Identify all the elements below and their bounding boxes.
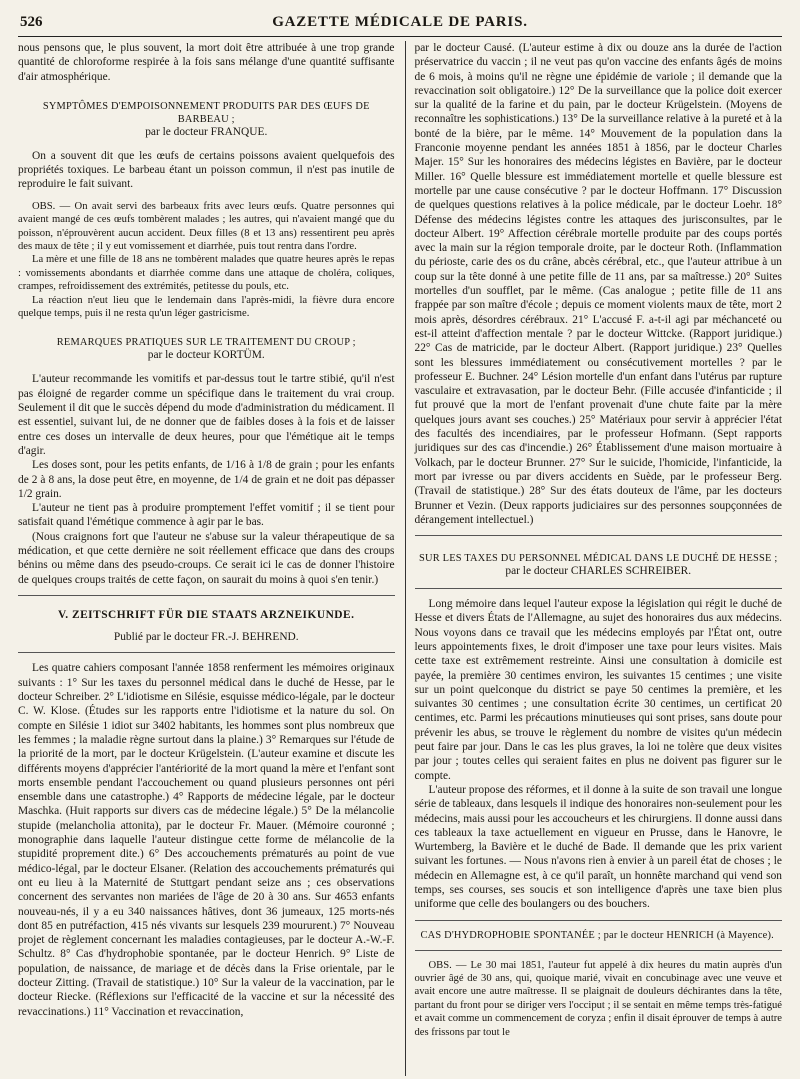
section-divider (18, 595, 395, 596)
section-title: SUR LES TAXES DU PERSONNEL MÉDICAL DANS LE DUCHÉ DE HESSE ; (419, 553, 778, 565)
section-title: CAS D'HYDROPHOBIE SPONTANÉE ; par le docteur HENRICH (à Mayence). (420, 929, 774, 941)
paragraph: Les quatre cahiers composant l'année 1858 renferment les mémoires originaux suivants : 1° Sur les taxes du personnel médical dans le duché de Hesse, par le docteur Schreiber. 2° L'idiotisme en Silésie, esquisse médico-légale, par le docteur C. W. Klose. (Études sur les rapports entre l'idiotisme et la nature du sol. On compte en Silésie 1 idiot sur 3402 habitants, les hommes sont plus nombreux que les femmes ; la maladie règne surtout dans la plaine.) 3° Remarques sur l'étude de la priorité de la mort, par le docteur Krügelstein. (L'auteur examine et discute les différents moyens d'apprécier l'antériorité de la mort quand la mère et l'enfant sont morts ensemble pendant l'accouchement ou quand plusieurs personnes ont péri ensemble dans une catastrophe.) 4° Rapports de médecine légale, par le docteur Maschka. (Huit rapports sur divers cas de médecine légale.) 5° De la mélancolie stupide (melancholia attonita), par le docteur Fr. Mauer. (Mémoire couronné ; monographie dans laquelle l'auteur distingue cette forme de mélancolie de la stupidité proprement dite.) 6° Des accouchements prématurés au point de vue médico-légal, par le docteur Elsaner. (Relation des accouchements prématurés qui ont eu lieu à la Maternité de Stuttgart pendant seize ans ; ces observations concernent des servantes non mariées de l'âge de 20 à 30 ans. Sur 4653 enfants nouveau-nés, il y a eu 340 naissances hâtives, dont 36 jumeaux, 125 morts-nés dont 85 en putréfaction, 415 nés vivants sur lesquels 239 moururent.) 7° Nouveau projet de règlement concernant les maladies contagieuses, par le docteur A.-W.-F. Schultz. 8° Cas d'hydrophobie spontanée, par le docteur Henrich. 9° Liste de population, de naissance, de mariage et de décès dans la Frise orientale, par le docteur Zitting. (Travail de statistique.) 10° Sur la valeur de la vaccination, par le docteur Riecke. (Réflexions sur l'efficacité de la vaccine et sur la nécessité des revaccinations.) 11° Vaccination et revaccination, (18, 662, 395, 1018)
section-heading-croup (18, 336, 395, 362)
page-number: 526 (20, 14, 43, 30)
section-heading-taxes (415, 552, 783, 578)
page-header (18, 6, 782, 37)
section-author: par le docteur KORTÜM. (147, 349, 265, 362)
paragraph: On a souvent dit que les œufs de certains poissons avaient quelquefois des propriétés toxiques. Le barbeau étant un poisson commun, il n'est pas inutile de reproduire le fait suivant. (18, 149, 395, 191)
observation-paragraph: OBS. — Le 30 mai 1851, l'auteur fut appelé à dix heures du matin auprès d'un ouvrier âgé de 30 ans, qui, quoique marié, vivait en concubinage avec une veuve et avait encore une autre maîtresse. Il se plaignait de douleurs déchirantes dans la tête, partant du front pour se diriger vers l'occiput ; il se sentait en même temps très-fatigué et avait comme un commencement de coryza ; enfin il disait éprouver de temps à autre des frissons par tout le (414, 959, 782, 1038)
section-divider (415, 588, 783, 589)
section-author: Publié par le docteur FR.-J. BEHREND. (113, 631, 299, 644)
section-title: REMARQUES PRATIQUES SUR LE TRAITEMENT DU CROUP ; (56, 337, 356, 349)
section-heading-hydrophobie (421, 929, 783, 942)
journal-title: GAZETTE MÉDICALE DE PARIS. (272, 14, 528, 30)
paragraph: (Nous craignons fort que l'auteur ne s'abuse sur la valeur thérapeutique de sa médication, et que cette dernière ne soit réellement efficace que dans des croups bénins ou même dans des pseudo-croups. Ce serait ici le cas de donner l'histoire de quelques croups traités de cette façon, on saurait du moins à quoi s'en tenir.) (18, 530, 395, 586)
paragraph: Long mémoire dans lequel l'auteur expose la législation qui régit le duché de Hesse et divers États de l'Allemagne, au sujet des honoraires dus aux médecins. Nous voyons dans ce travail que les médecins employés par l'État ont, outre leurs appointements fixes, le droit d'imposer une taxe pour leurs visites. Mais cette taxe est extrêmement restreinte. Ainsi une consultation à domicile est payée, la première 30 centimes environ, les suivantes 15 centimes ; une visite sur un point quelconque du district se paye 50 centimes la première, et les suivantes 30 centimes ; une consultation écrite 30 centimes, un certificat 20 centimes, etc. Parmi les précautions minutieuses qui sont prises, sans doute pour prévenir les abus, se trouve le règlement du nombre de visites qu'un médecin peut faire par jour. Dans le cas les plus graves, la loi ne tolère que deux visites par jour ; toutes celles qui seraient faites en plus ne doivent pas figurer sur le compte. (414, 598, 782, 782)
section-title: SYMPTÔMES D'EMPOISONNEMENT PRODUITS PAR DES ŒUFS DE BARBEAU ; (42, 100, 370, 125)
left-column (18, 41, 395, 1076)
section-title: V. ZEITSCHRIFT FÜR DIE STAATS ARZNEIKUNDE. (58, 608, 355, 621)
paragraph: La mère et une fille de 18 ans ne tombèrent malades que quatre heures après le repas : vomissements abondants et diarrhée comme dans une attaque de choléra, coliques, crampes, refroidissement des extrémités, petitesse du pouls, etc. (18, 254, 395, 293)
paragraph: L'auteur propose des réformes, et il donne à la suite de son travail une longue série de tableaux, dans lesquels il indique des honoraires non-seulement pour les médecins, mais aussi pour les accoucheurs et les chirurgiens. Il donne aussi dans ces tableaux la taxe actuellement en vigueur en Prusse, dans le Hanovre, le Wurtemberg, la Bavière et le duché de Bade. Il demande que les prix varient suivant les fortunes. — Nous n'avons rien à envier à un pareil état de choses ; le médecin en Allemagne est, à ce qu'il paraît, un honnête marchand qui vend son temps, ses courses, ses soucis et son intelligence d'après une taxe bien plus uniforme que celle des boulangers ou des bouchers. (414, 783, 782, 911)
continued-paragraph: par le docteur Causé. (L'auteur estime à dix ou douze ans la durée de l'action préservatrice du vaccin ; il ne veut pas qu'on vaccine des enfants âgés de moins de 6 mois, à moins qu'il ne règne une épidémie de variole ; il demande que la revaccination soit obligatoire.) 12° De la surveillance que la police doit exercer sur la qualité de la farine et du pain, par le docteur Krügelstein. (Moyens de reconnaître les sophistications.) 13° De la surveillance relative à la pureté et à la bonté de la bière, par le même. 14° Mouvement de la population dans la Franconie moyenne pendant les années 1851 à 1856, par le docteur Charles Majer. 15° Sur les honoraires des médecins légistes en Bavière, par le docteur Miller. 16° Quelle blessure est immédiatement mortelle et quelle blessure est mortelle par une cause consécutive ? par le docteur Hoffmann. 17° Discussion de quelques questions relatives à la police médicale, par le docteur Loehr. 18° Défense des médecins légistes contre les attaques des jurisconsultes, par le docteur Albert. 19° Affection cérébrale mortelle produite par des coups portés avec la main sur la région temporale droite, par le docteur Roth. (Inflammation du périoste, carie des os du crâne, abcès cérébral, etc., que l'auteur attribue à un coup sur la tête donné à une petite fille de 11 ans, par sa maîtresse.) 20° Suites mortelles d'un soufflet, par le même. (Cas analogue ; petite fille de 11 ans frappée par son maître d'école ; depuis ce moment violents maux de tête, mort 2 mois après, désordres cérébraux. 21° L'accusé F. a-t-il agi par méchanceté ou est-il atteint d'affection mentale ? par le docteur Wittcke. (Rapport juridique.) 22° Cas de matricide, par le docteur Albert. (Rapport juridique.) 23° Quelles sont les blessures immédiatement ou consécutivement mortelles ? par le professeur E. Buchner. 24° Lésion mortelle d'un enfant dans l'utérus par rupture vasculaire et extravasation, par le docteur Behr. (Fille accusée d'infanticide ; il fut prouvé que la mort de l'enfant provenait d'une chute faite par la mère quelques jours avant ses couches.) 25° Matériaux pour servir à apprécier l'état des facultés des incendiaires, par le professeur Hofmann. (Sept rapports juridiques sur des cas d'incendie.) 26° Établissement d'une maison mortuaire à Volkach, par le docteur Brunner. 27° Sur le suicide, l'homicide, l'infanticide, la mort par ivresse ou par divers accidents en Suède, par le professeur Berg. (Travail de statistique.) 28° Sur des états douteux de l'âme, par les docteurs Brunner et Vezin. (Deux rapports judiciaires sur des personnes soupçonnées de dérangement intellectuel.) (414, 42, 782, 526)
text-columns (18, 41, 782, 1076)
paragraph: La réaction n'eut lieu que le lendemain dans l'après-midi, la fièvre dura encore quelque temps, puis il ne resta qu'un léger gastricisme. (18, 294, 395, 320)
section-divider (18, 652, 395, 653)
paragraph: L'auteur recommande les vomitifs et par-dessus tout le tartre stibié, qu'il n'est pas éloigné de regarder comme un spécifique dans le traitement du vrai croup. Seulement il dit que le succès dépend du mode d'administration du médicament. Il est essentiel, suivant lui, de ne donner que de faibles doses à la fois et de laisser entre ces doses un intervalle de deux heures, pour que l'émétique ait le temps d'agir. (18, 373, 395, 457)
section-divider (415, 535, 783, 536)
paragraph: L'auteur ne tient pas à produire promptement l'effet vomitif ; il se tient pour satisfait quand l'émétique commence à agir par le bas. (18, 502, 395, 529)
paragraph: Les doses sont, pour les petits enfants, de 1/16 à 1/8 de grain ; pour les enfants de 2 à 8 ans, la dose peut être, en moyenne, de 1/4 de grain et ne doit pas dépasser 1/2 grain. (18, 459, 395, 500)
intro-paragraph: nous pensons que, le plus souvent, la mort doit être attribuée à une trop grande quantité de chloroforme respirée à la fois sans mélange d'une quantité suffisante d'air atmosphérique. (18, 42, 395, 83)
section-author: par le docteur CHARLES SCHREIBER. (505, 565, 692, 578)
observation-paragraph: OBS. — On avait servi des barbeaux frits avec leurs œufs. Quatre personnes qui avaient mangé de ces œufs tombèrent malades ; les autres, qui n'avaient mangé que du poisson, n'éprouvèrent aucun accident. Deux filles (8 et 13 ans) ressentirent peu après des maux de tête ; il y eut vomissement et diarrhée, puis tout rentra dans l'ordre. (18, 200, 395, 252)
section-divider (415, 920, 783, 921)
right-column (405, 41, 783, 1076)
section-divider (415, 950, 783, 951)
section-heading-barbeau (18, 100, 395, 139)
section-author: par le docteur FRANQUE. (145, 125, 268, 138)
section-heading-zeitschrift (18, 608, 395, 645)
